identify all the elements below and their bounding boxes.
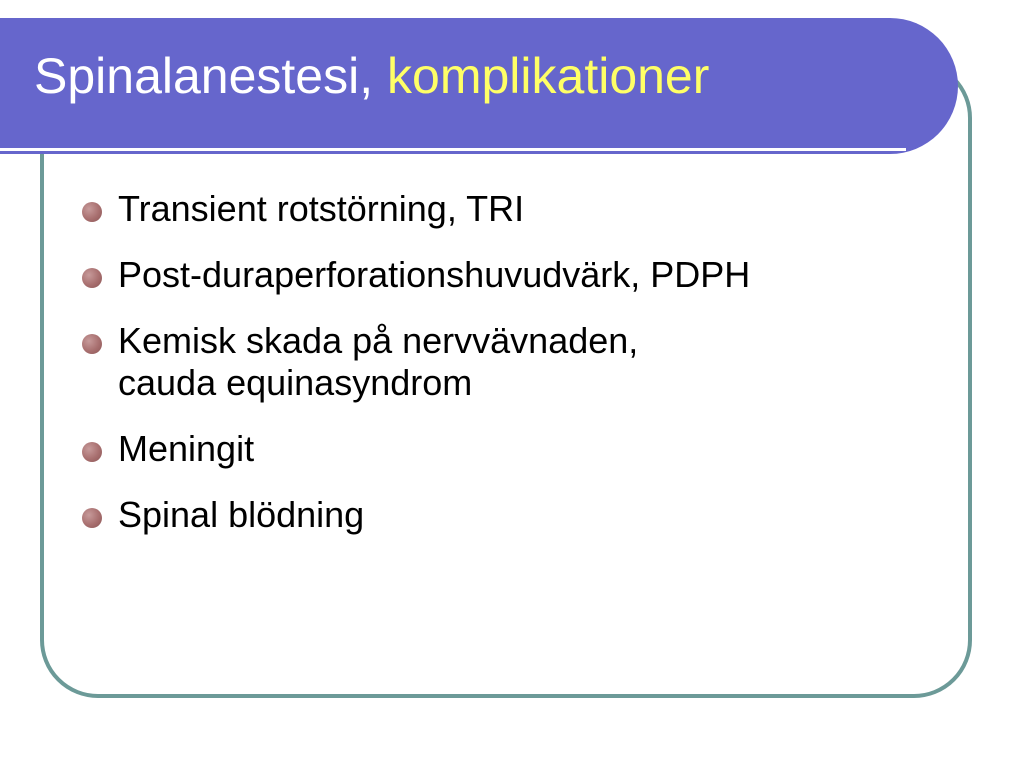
bullet-text: Post-duraperforationshuvudvärk, PDPH bbox=[118, 254, 751, 295]
bullet-text: Meningit bbox=[118, 428, 255, 469]
bullet-text-continuation: cauda equinasyndrom bbox=[118, 362, 473, 403]
bullet-text: Kemisk skada på nervvävnaden, bbox=[118, 320, 639, 361]
bullet-dot-icon bbox=[82, 334, 102, 354]
bullet-list bbox=[82, 188, 750, 560]
bullet-dot-icon bbox=[82, 508, 102, 528]
bullet-text: Transient rotstörning, TRI bbox=[118, 188, 525, 229]
bullet-item bbox=[82, 320, 750, 404]
title-underline bbox=[0, 148, 906, 151]
title-main: Spinalanestesi, bbox=[34, 48, 374, 104]
slide-title bbox=[34, 46, 709, 106]
bullet-dot-icon bbox=[82, 442, 102, 462]
bullet-dot-icon bbox=[82, 268, 102, 288]
bullet-item bbox=[82, 254, 750, 296]
title-accent: komplikationer bbox=[387, 48, 710, 104]
bullet-item bbox=[82, 188, 750, 230]
bullet-text: Spinal blödning bbox=[118, 494, 365, 535]
bullet-item bbox=[82, 494, 750, 536]
bullet-dot-icon bbox=[82, 202, 102, 222]
bullet-item bbox=[82, 428, 750, 470]
